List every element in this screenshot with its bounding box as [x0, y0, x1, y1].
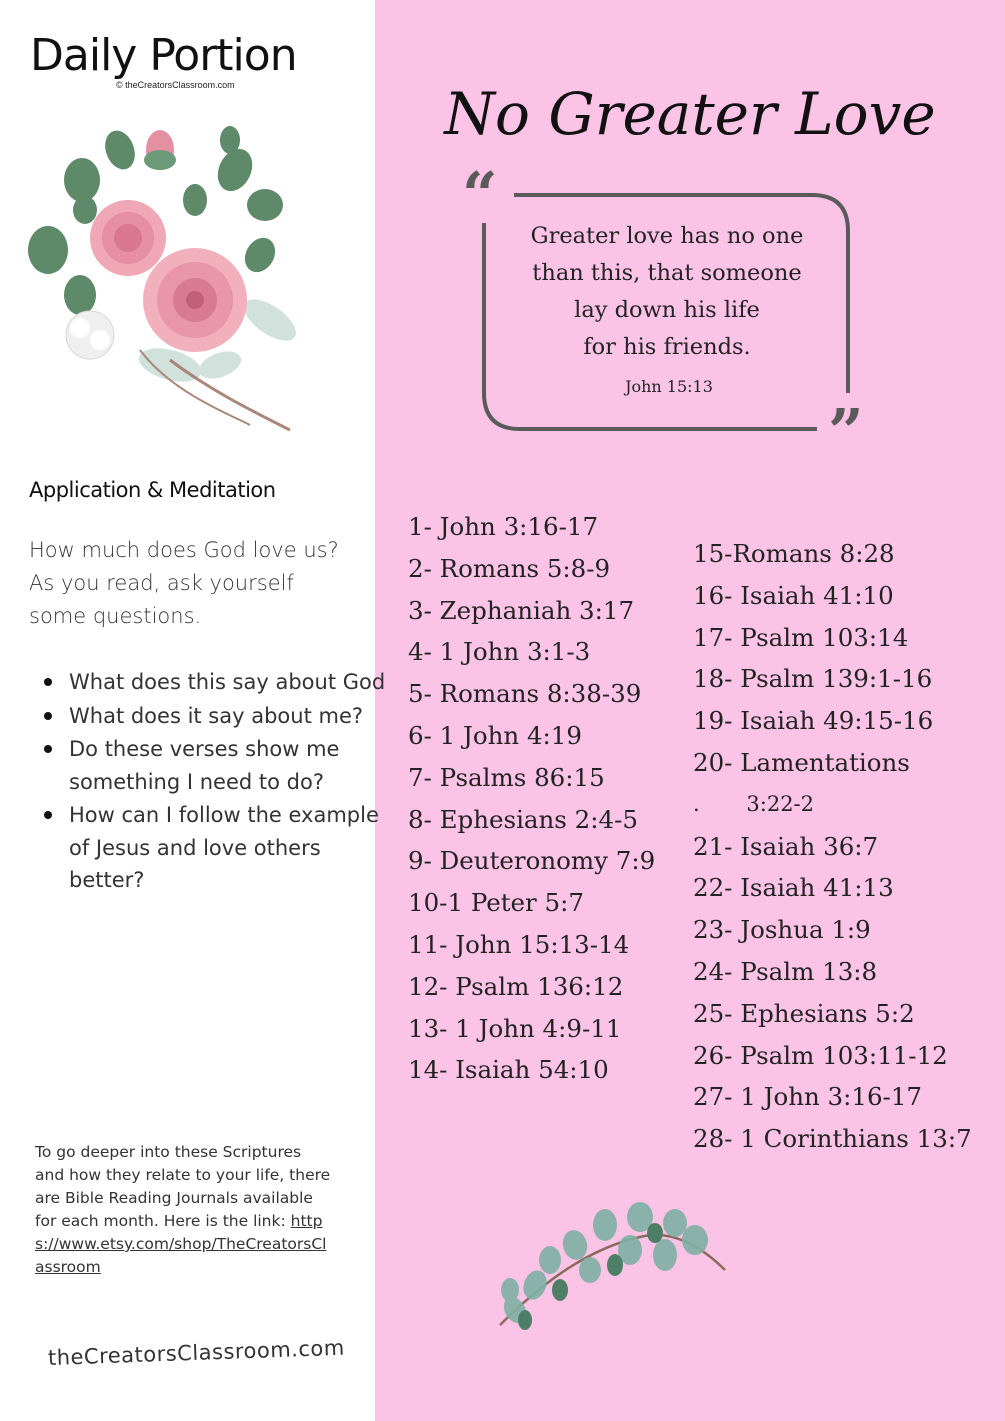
question-item: Do these verses show me something I need to do?: [69, 733, 389, 798]
quote-line: than this, that someone: [532, 260, 802, 286]
footer-website: theCreatorsClassroom.com: [47, 1335, 346, 1370]
reading-item: 23- Joshua 1:9: [693, 915, 871, 945]
reading-item: . 3:22-2: [693, 791, 815, 816]
brand-copyright: © theCreatorsClassroom.com: [116, 80, 235, 90]
brand-title: Daily Portion: [30, 30, 297, 81]
reading-item: 25- Ephesians 5:2: [693, 998, 915, 1028]
reading-item: 21- Isaiah 36:7: [693, 831, 879, 861]
reading-item: 3- Zephaniah 3:17: [408, 595, 635, 625]
question-item: What does this say about God: [69, 666, 389, 699]
reading-item: 15-Romans 8:28: [693, 539, 895, 568]
reading-item: 18- Psalm 139:1-16: [693, 664, 933, 694]
quote-line: lay down his life: [574, 297, 760, 323]
reading-item: 7- Psalms 86:15: [408, 762, 605, 792]
reading-item: 28- 1 Corinthians 13:7: [693, 1124, 972, 1154]
question-item: How can I follow the example of Jesus and love others better?: [69, 799, 389, 897]
reading-item: 2- Romans 5:8-9: [408, 553, 611, 583]
quote-line: Greater love has no one: [530, 223, 804, 249]
question-list: [29, 666, 389, 898]
reading-item: 6- 1 John 4:19: [408, 720, 582, 750]
deeper-text: To go deeper into these Scriptures and how they relate to your life, there are Bible Reading Journals available for each month. Here is the link:: [35, 1143, 331, 1230]
application-heading: Application & Meditation: [29, 478, 276, 502]
application-intro: How much does God love us? As you read, ask yourself some questions.: [29, 538, 339, 628]
reading-item: 10-1 Peter 5:7: [408, 888, 584, 918]
reading-list-column-2: [693, 533, 972, 1160]
reading-item: 9- Deuteronomy 7:9: [408, 846, 656, 876]
close-quote-icon: ”: [828, 395, 864, 468]
reading-item: 11- John 15:13-14: [408, 929, 630, 959]
reading-item: 1- John 3:16-17: [408, 512, 599, 541]
quote-reference: John 15:13: [625, 377, 713, 396]
etsy-shop-link[interactable]: https://www.etsy.com/shop/TheCreatorsClassroom: [35, 1212, 327, 1276]
reading-item: 24- Psalm 13:8: [693, 956, 878, 986]
reading-item: 14- Isaiah 54:10: [408, 1055, 609, 1085]
open-quote-icon: “: [462, 158, 498, 231]
reading-item: 20- Lamentations: [693, 747, 910, 777]
page-title: No Greater Love: [444, 80, 936, 148]
rose-bouquet-illustration: [20, 120, 320, 440]
reading-item: 13- 1 John 4:9-11: [408, 1013, 622, 1043]
reading-item: 22- Isaiah 41:13: [693, 873, 894, 903]
reading-item: 12- Psalm 136:12: [408, 971, 624, 1001]
quote-text: [482, 218, 852, 366]
reading-item: 4- 1 John 3:1-3: [408, 637, 591, 667]
eucalyptus-branch-illustration: [480, 1195, 740, 1345]
reading-item: 26- Psalm 103:11-12: [693, 1040, 948, 1070]
reading-item: 16- Isaiah 41:10: [693, 580, 894, 610]
reading-item: 19- Isaiah 49:15-16: [693, 706, 934, 736]
reading-list-column-1: [408, 506, 655, 1091]
reading-item: 8- Ephesians 2:4-5: [408, 804, 638, 834]
quote-line: for his friends.: [583, 334, 751, 360]
reading-item: 5- Romans 8:38-39: [408, 679, 642, 709]
question-item: What does it say about me?: [69, 700, 389, 733]
deeper-note: [35, 1141, 335, 1279]
reading-item: 27- 1 John 3:16-17: [693, 1082, 923, 1112]
reading-item: 17- Psalm 103:14: [693, 622, 909, 652]
